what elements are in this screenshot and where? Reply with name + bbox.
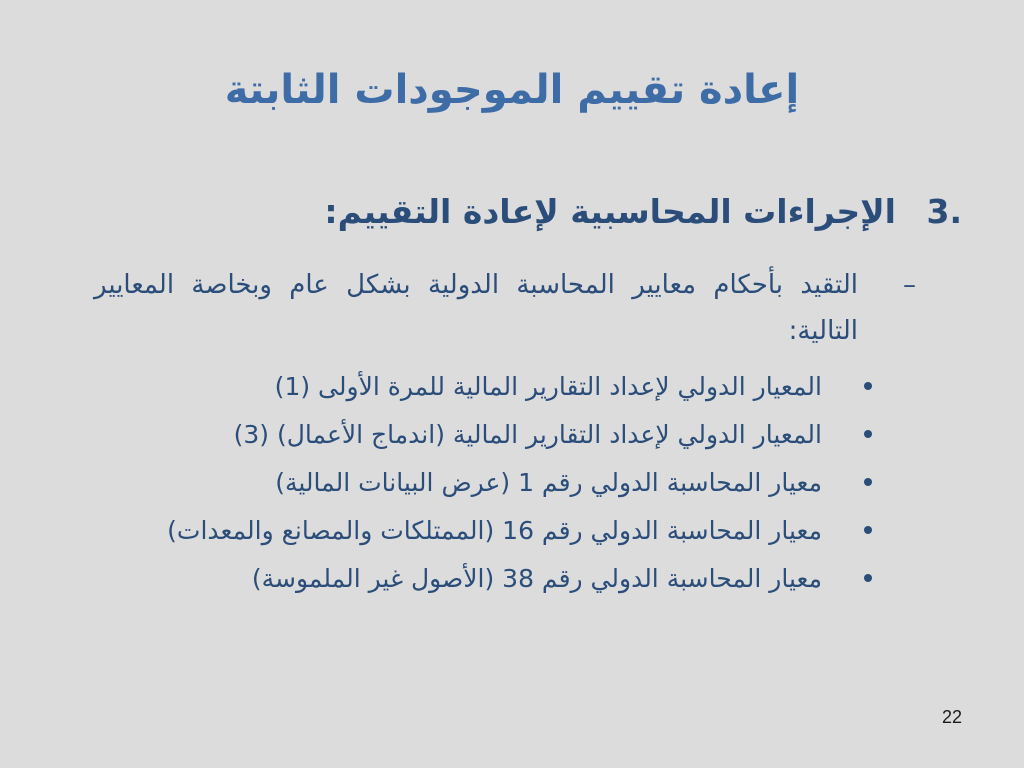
slide-title: إعادة تقييم الموجودات الثابتة xyxy=(224,67,800,113)
bullet-icon xyxy=(864,382,872,390)
list-item-text: معيار المحاسبة الدولي رقم 1 (عرض البيانات المالية) xyxy=(275,467,822,497)
bullet-icon xyxy=(864,430,872,438)
sub-point xyxy=(94,262,962,354)
list-item-text: المعيار الدولي لإعداد التقارير المالية للمرة الأولى (1) xyxy=(274,371,822,401)
list-item xyxy=(62,506,962,554)
standards-list xyxy=(62,362,962,602)
bullet-icon xyxy=(864,478,872,486)
list-item-text: معيار المحاسبة الدولي رقم 16 (الممتلكات والمصانع والمعدات) xyxy=(167,515,822,545)
bullet-icon xyxy=(864,574,872,582)
section-heading-text: الإجراءات المحاسبية لإعادة التقييم: xyxy=(324,192,896,231)
list-item-text: معيار المحاسبة الدولي رقم 38 (الأصول غير الملموسة) xyxy=(251,563,822,593)
section-heading xyxy=(82,186,962,238)
sub-point-text: التقيد بأحكام معايير المحاسبة الدولية بشكل عام وبخاصة المعايير التالية: xyxy=(94,270,858,346)
bullet-icon xyxy=(864,526,872,534)
list-item xyxy=(62,410,962,458)
page-number: 22 xyxy=(941,707,962,727)
list-item-text: المعيار الدولي لإعداد التقارير المالية (اندماج الأعمال) (3) xyxy=(233,419,822,449)
section-number: 3. xyxy=(926,192,962,231)
list-item xyxy=(62,362,962,410)
list-item xyxy=(62,554,962,602)
dash-marker: – xyxy=(903,270,916,300)
list-item xyxy=(62,458,962,506)
